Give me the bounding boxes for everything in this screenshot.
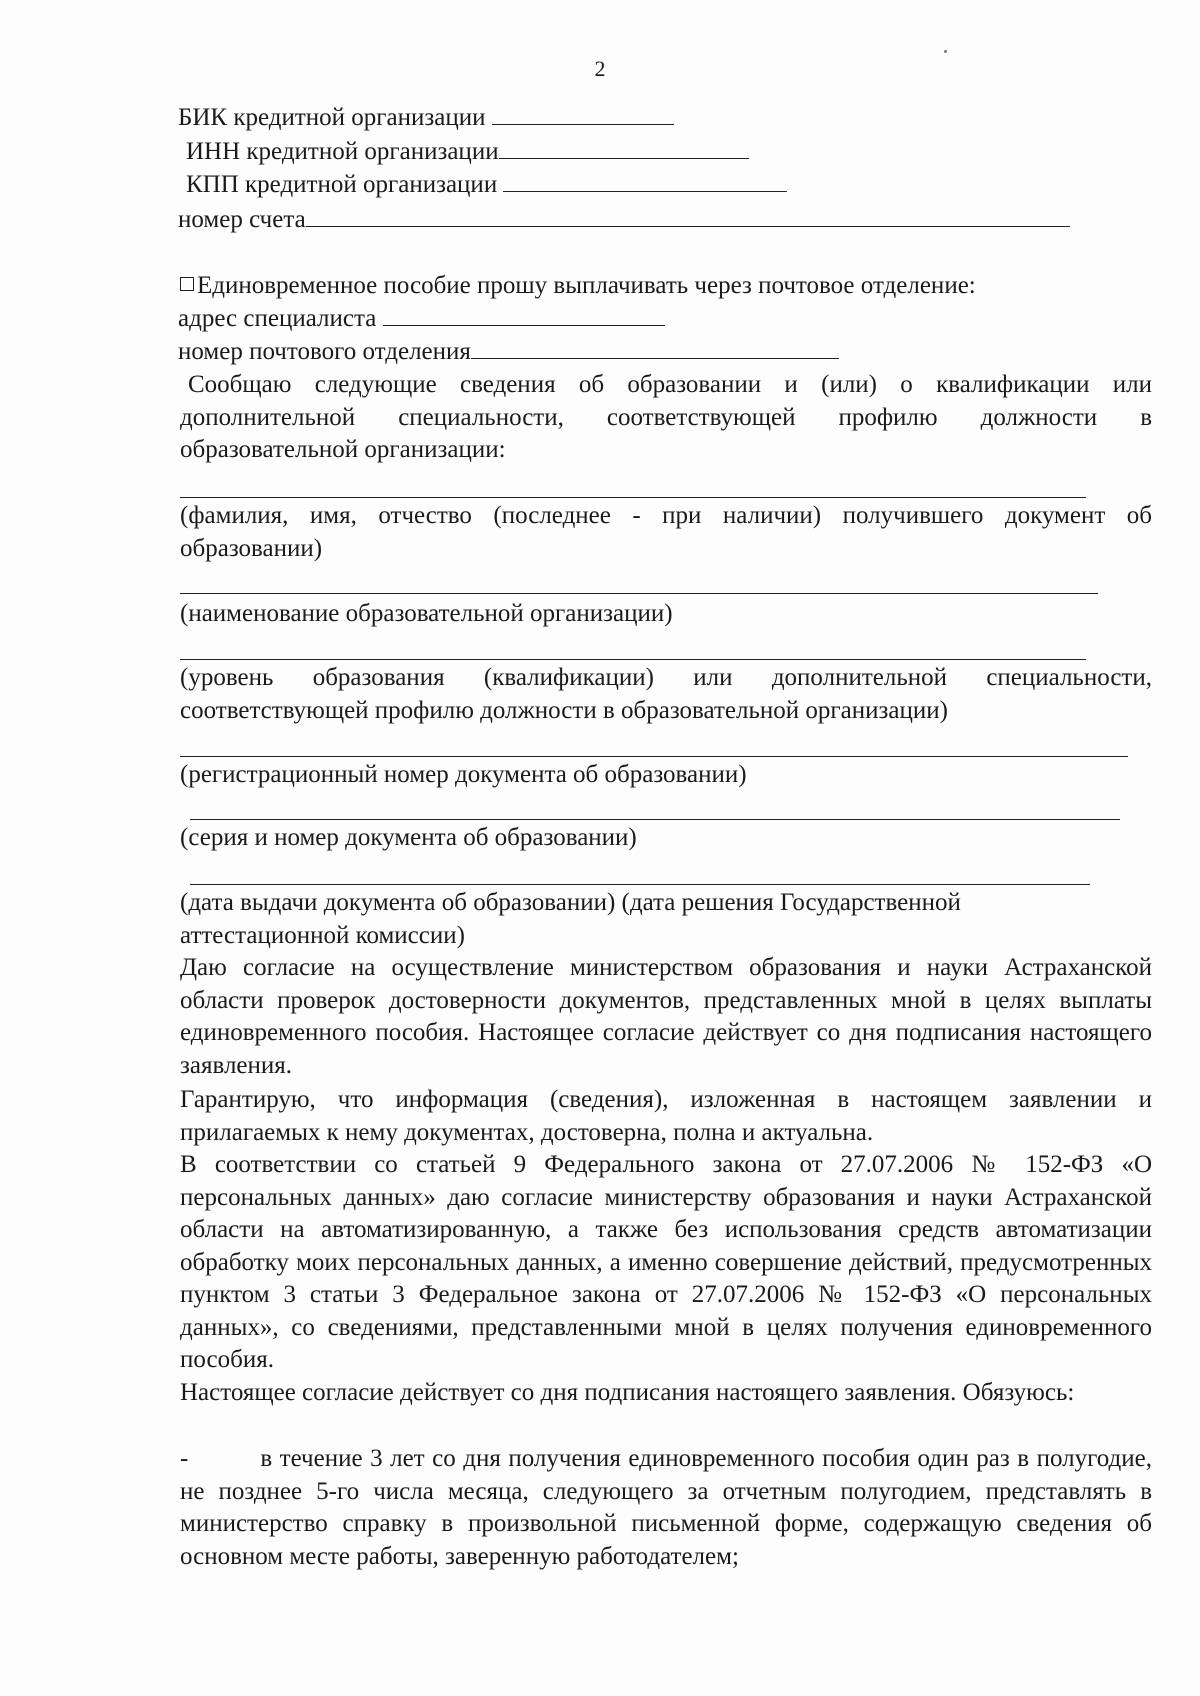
org-field[interactable] [180, 593, 1098, 594]
fio-field[interactable] [180, 497, 1086, 498]
fio-caption: (фамилия, имя, отчество (последнее - при наличии) получившего документ об образовании) [180, 502, 1152, 562]
kpp-line [186, 169, 787, 201]
address-label: адрес специалиста [178, 305, 377, 332]
account-field[interactable] [306, 204, 1070, 227]
education-intro: Сообщаю следующие сведения об образовании и (или) о квалификации или дополнительной специальности, соответствующей профилю должности в образовательной организации: [180, 371, 1152, 463]
post-option-line [180, 270, 976, 302]
guarantee-paragraph: Гарантирую, что информация (сведения), изложенная в настоящем заявлении и прилагаемых к нему документах, достоверна, полна и актуальна. [180, 1086, 1152, 1146]
obligation-bullet [180, 1443, 1152, 1573]
level-caption: (уровень образования (квалификации) или дополнительной специальности, соответствующей профилю должности в образовательной организации) [180, 664, 1152, 724]
inn-field[interactable] [499, 136, 749, 159]
series-caption: (серия и номер документа об образовании) [180, 824, 637, 851]
regnum-field[interactable] [180, 756, 1128, 757]
inn-line [186, 136, 749, 168]
level-field[interactable] [180, 659, 1086, 660]
account-line [178, 204, 1070, 236]
bullet-text: в течение 3 лет со дня получения единовременного пособия один раз в полугодие, не позднее 5-го числа месяца, следующего за отчетным полугодием, представлять в министерство справку в произвольной письменной форме, содержащую сведения об основном месте работы, заверенную работодателем; [180, 1445, 1152, 1570]
kpp-field[interactable] [503, 169, 787, 192]
address-line [178, 303, 665, 335]
post-office-line [178, 336, 839, 368]
post-office-field[interactable] [471, 336, 839, 359]
org-caption: (наименование образовательной организации) [180, 600, 673, 627]
consent-check-paragraph: Даю согласие на осуществление министерством образования и науки Астраханской области проверок достоверности документов, представленных мной в целях выплаты единовременного пособия. Настоящее согласие действует со дня подписания настоящего заявления. [180, 954, 1152, 1079]
regnum-caption: (регистрационный номер документа об образовании) [180, 761, 747, 788]
bik-line [178, 102, 674, 134]
scan-speck [944, 50, 947, 53]
inn-label: ИНН кредитной организации [186, 138, 499, 165]
bik-label: БИК кредитной организации [178, 104, 486, 131]
post-office-label: номер почтового отделения [178, 338, 471, 365]
date-field[interactable] [190, 884, 1090, 885]
date-caption: (дата выдачи документа об образовании) (дата решения Государственной аттестационной комиссии) [180, 889, 961, 949]
page-number: 2 [594, 56, 606, 81]
kpp-label: КПП кредитной организации [186, 171, 498, 198]
account-label: номер счета [178, 206, 306, 233]
post-option-checkbox[interactable] [180, 277, 194, 291]
address-field[interactable] [383, 303, 665, 326]
obligation-paragraph: Настоящее согласие действует со дня подписания настоящего заявления. Обязуюсь: [180, 1379, 1075, 1406]
personal-data-paragraph: В соответствии со статьей 9 Федерального закона от 27.07.2006 № 152-ФЗ «О персональных данных» даю согласие министерству образования и науки Астраханской области на автоматизированную, а также без использования средств автоматизации обработку моих персональных данных, а именно совершение действий, предусмотренных пунктом 3 статьи 3 Федеральное закона от 27.07.2006 № 152-ФЗ «О персональных данных», со сведениями, представленными мной в целях получения единовременного пособия. [180, 1151, 1152, 1373]
bullet-marker: - [180, 1445, 189, 1472]
post-option-text: Единовременное пособие прошу выплачивать через почтовое отделение: [197, 272, 976, 299]
series-field[interactable] [190, 819, 1120, 820]
bik-field[interactable] [492, 102, 674, 125]
